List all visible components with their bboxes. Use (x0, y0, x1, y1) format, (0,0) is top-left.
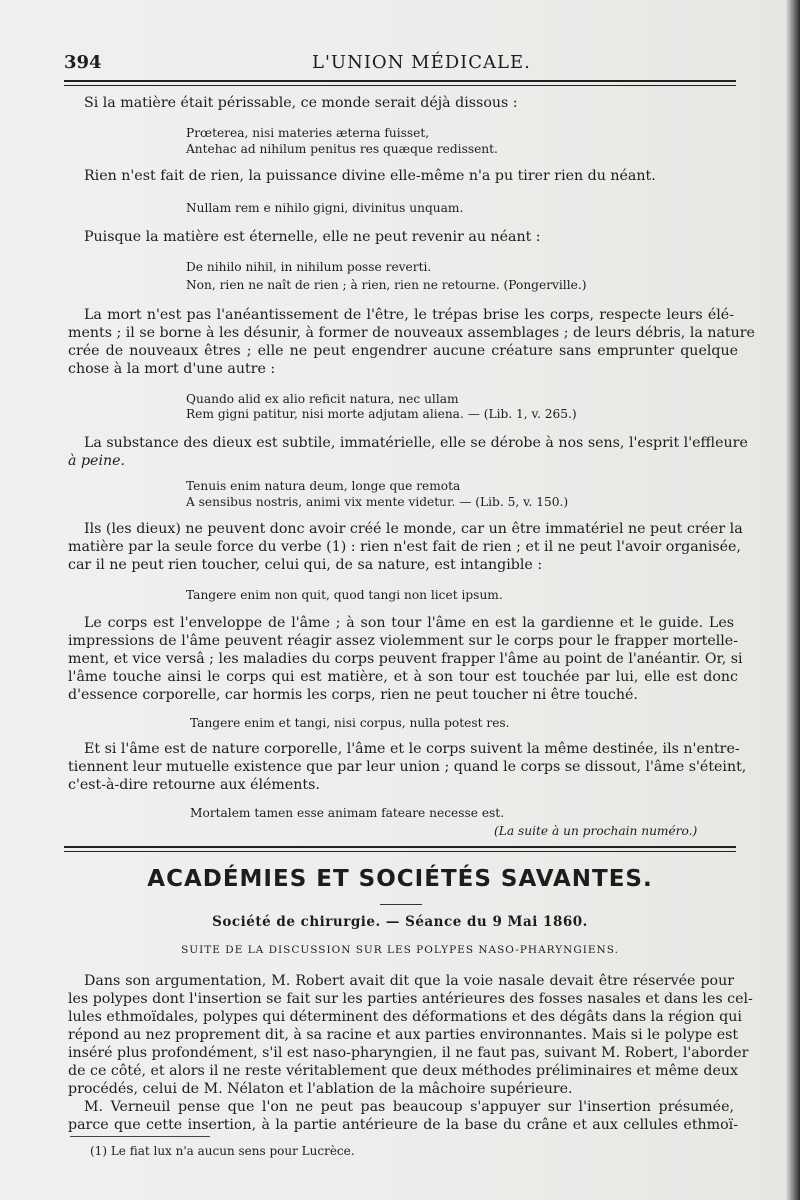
text-line: d'essence corporelle, car hormis les corps, rien ne peut toucher ni être touché. (68, 687, 638, 703)
text-line: inséré plus profondément, s'il est naso-pharyngien, il ne faut pas, suivant M. Robert, l'aborder (68, 1045, 749, 1061)
text-line: les polypes dont l'insertion se fait sur les parties antérieures des fosses nasales et dans les cel- (68, 991, 753, 1007)
text-line: car il ne peut rien toucher, celui qui, de sa nature, est intangible : (68, 557, 543, 573)
text-line: Ils (les dieux) ne peuvent donc avoir créé le monde, car un être immatériel ne peut créer la (84, 521, 743, 537)
verse-line: Tangere enim non quit, quod tangi non licet ipsum. (186, 588, 503, 602)
text-line: tiennent leur mutuelle existence que par leur union ; quand le corps se dissout, l'âme s'éteint, (68, 759, 747, 775)
book-spine-shadow (786, 0, 800, 1200)
verse-line: Tenuis enim natura deum, longe que remota (186, 479, 461, 493)
text-line: La substance des dieux est subtile, immatérielle, elle se dérobe à nos sens, l'esprit l'effleure (84, 435, 748, 451)
verse-line: Quando alid ex alio reficit natura, nec ullam (186, 392, 459, 406)
footnote: (1) Le fiat lux n'a aucun sens pour Lucrèce. (90, 1144, 355, 1158)
text-line: impressions de l'âme peuvent réagir assez violemment sur le corps pour le frapper mortelle- (68, 633, 738, 649)
text-line: La mort n'est pas l'anéantissement de l'être, le trépas brise les corps, respecte leurs élé- (84, 307, 734, 323)
text-line: à peine. (68, 453, 126, 469)
verse-line: Mortalem tamen esse animam fateare necesse est. (190, 806, 505, 820)
text-line: lules ethmoïdales, polypes qui déterminent des déformations et des dégâts dans la région qui (68, 1009, 742, 1025)
page-number: 394 (64, 52, 102, 73)
text-line: chose à la mort d'une autre : (68, 361, 276, 377)
text-line: Si la matière était périssable, ce monde serait déjà dissous : (84, 95, 518, 111)
text-line: de ce côté, et alors il ne reste véritablement que deux méthodes préliminaires et même deux (68, 1063, 738, 1079)
verse-line: A sensibus nostris, animi vix mente videtur. — (Lib. 5, v. 150.) (186, 495, 569, 509)
section-rule (64, 846, 736, 852)
text-line: ment, et vice versâ ; les maladies du corps peuvent frapper l'âme au point de l'anéantir. Or, si (68, 651, 743, 667)
text-line: crée de nouveaux êtres ; elle ne peut engendrer aucune créature sans emprunter quelque (68, 343, 738, 359)
session-heading: Société de chirurgie. — Séance du 9 Mai 1860. (212, 914, 588, 930)
text-line: matière par la seule force du verbe (1) : rien n'est fait de rien ; et il ne peut l'avoir organisée, (68, 539, 741, 555)
title-underline (380, 904, 422, 905)
footnote-rule (70, 1136, 210, 1137)
text-line: Le corps est l'enveloppe de l'âme ; à son tour l'âme en est la gardienne et le guide. Les (84, 615, 734, 631)
text-line: répond au nez proprement dit, à sa racine et aux parties environnantes. Mais si le polype est (68, 1027, 739, 1043)
verse-line: Nullam rem e nihilo gigni, divinitus unquam. (186, 201, 464, 215)
text-line: Puisque la matière est éternelle, elle ne peut revenir au néant : (84, 229, 541, 245)
text-line: Dans son argumentation, M. Robert avait dit que la voie nasale devait être réservée pour (84, 973, 734, 989)
text-line: procédés, celui de M. Nélaton et l'ablation de la mâchoire supérieure. (68, 1081, 573, 1097)
header-rule (64, 80, 736, 86)
discussion-heading: SUITE DE LA DISCUSSION SUR LES POLYPES NASO-PHARYNGIENS. (181, 944, 619, 956)
section-title: ACADÉMIES ET SOCIÉTÉS SAVANTES. (147, 866, 653, 892)
running-title: L'UNION MÉDICALE. (312, 52, 531, 73)
verse-line: Tangere enim et tangi, nisi corpus, nulla potest res. (190, 716, 510, 730)
verse-line: Rem gigni patitur, nisi morte adjutam aliena. — (Lib. 1, v. 265.) (186, 407, 577, 421)
page-header (64, 50, 750, 74)
verse-line: Antehac ad nihilum penitus res quæque redissent. (186, 142, 498, 156)
text-line: parce que cette insertion, à la partie antérieure de la base du crâne et aux cellules ethmoï- (68, 1117, 738, 1133)
text-line: l'âme touche ainsi le corps qui est matière, et à son tour est touchée par lui, elle est donc (68, 669, 738, 685)
continuation-note: (La suite à un prochain numéro.) (494, 824, 698, 838)
text-line: c'est-à-dire retourne aux éléments. (68, 777, 320, 793)
text-line: ments ; il se borne à les désunir, à former de nouveaux assemblages ; de leurs débris, la nature (68, 325, 755, 341)
text-line: Et si l'âme est de nature corporelle, l'âme et le corps suivent la même destinée, ils n'entre- (84, 741, 740, 757)
text-line: Rien n'est fait de rien, la puissance divine elle-même n'a pu tirer rien du néant. (84, 168, 656, 184)
text-line: M. Verneuil pense que l'on ne peut pas beaucoup s'appuyer sur l'insertion présumée, (84, 1099, 734, 1115)
verse-line: Prœterea, nisi materies æterna fuisset, (186, 126, 430, 140)
verse-line: Non, rien ne naît de rien ; à rien, rien ne retourne. (Pongerville.) (186, 278, 587, 292)
verse-line: De nihilo nihil, in nihilum posse reverti. (186, 260, 432, 274)
